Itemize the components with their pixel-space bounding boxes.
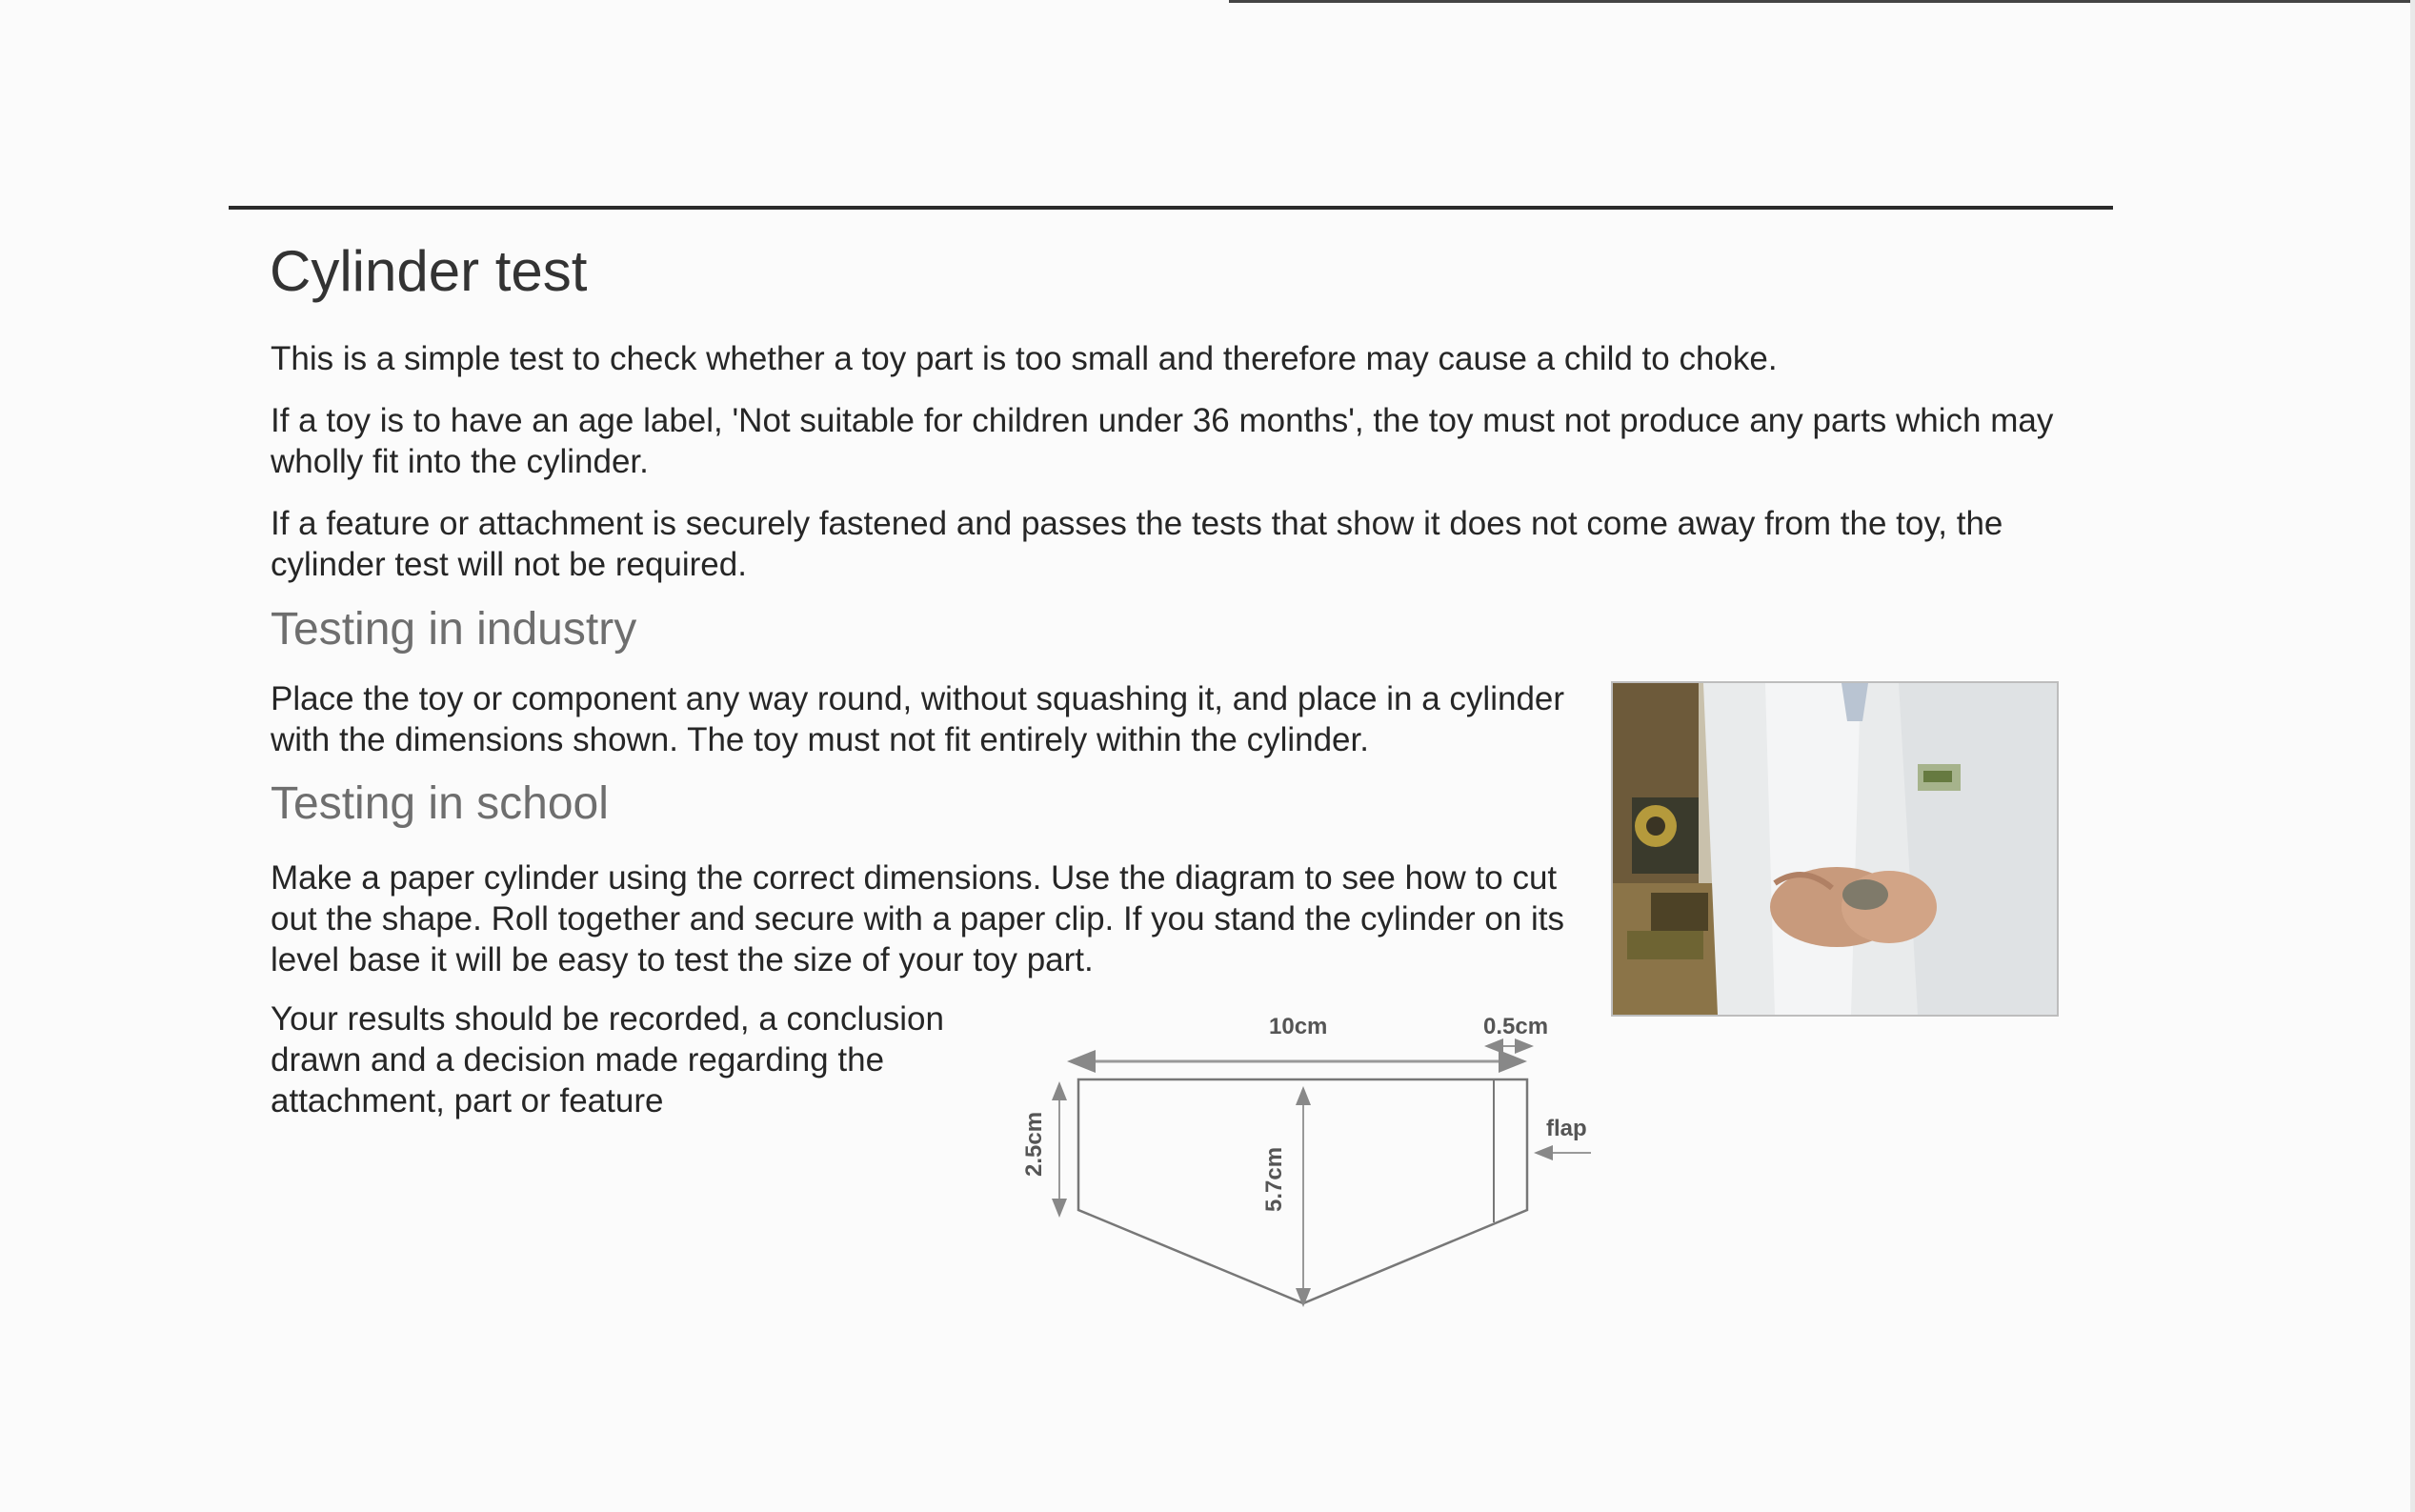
section-heading-school: Testing in school bbox=[271, 778, 609, 829]
scan-edge-right bbox=[2410, 0, 2415, 1512]
flap-label: flap bbox=[1546, 1116, 1587, 1141]
flap-width-label: 0.5cm bbox=[1483, 1014, 1549, 1039]
width-label: 10cm bbox=[1269, 1014, 1328, 1039]
school-paragraph: Make a paper cylinder using the correct dimensions. Use the diagram to see how to cut out the shape. Roll together and secure with a paper clip. If you stand the cylinder on its level base it will be easy to test the size of your toy part. bbox=[271, 859, 1565, 978]
intro-paragraph-1: This is a simple test to check whether a toy part is too small and therefore may cause a child to choke. bbox=[271, 340, 1778, 377]
long-side-label: 5.7cm bbox=[1261, 1146, 1287, 1212]
short-side-label: 2.5cm bbox=[1021, 1111, 1047, 1177]
cylinder-cutout-diagram bbox=[991, 1000, 1610, 1315]
industry-paragraph: Place the toy or component any way round, without squashing it, and place in a cylinder with the dimensions shown. The toy must not fit entirely within the cylinder. bbox=[271, 680, 1565, 758]
header-rule bbox=[229, 206, 2113, 210]
technician-photo bbox=[1611, 681, 2059, 1017]
section-heading-industry: Testing in industry bbox=[271, 604, 637, 655]
scan-edge bbox=[1229, 0, 2415, 3]
intro-paragraph-2: If a toy is to have an age label, 'Not suitable for children under 36 months', the toy must not produce any parts which may wholly fit into the cylinder. bbox=[271, 402, 2054, 480]
results-paragraph: Your results should be recorded, a conclusion drawn and a decision made regarding the attachment, part or feature bbox=[271, 1000, 944, 1119]
page-title: Cylinder test bbox=[270, 239, 588, 303]
intro-paragraph-3: If a feature or attachment is securely fastened and passes the tests that show it does not come away from the toy, the cylinder test will not be required. bbox=[271, 505, 2003, 583]
